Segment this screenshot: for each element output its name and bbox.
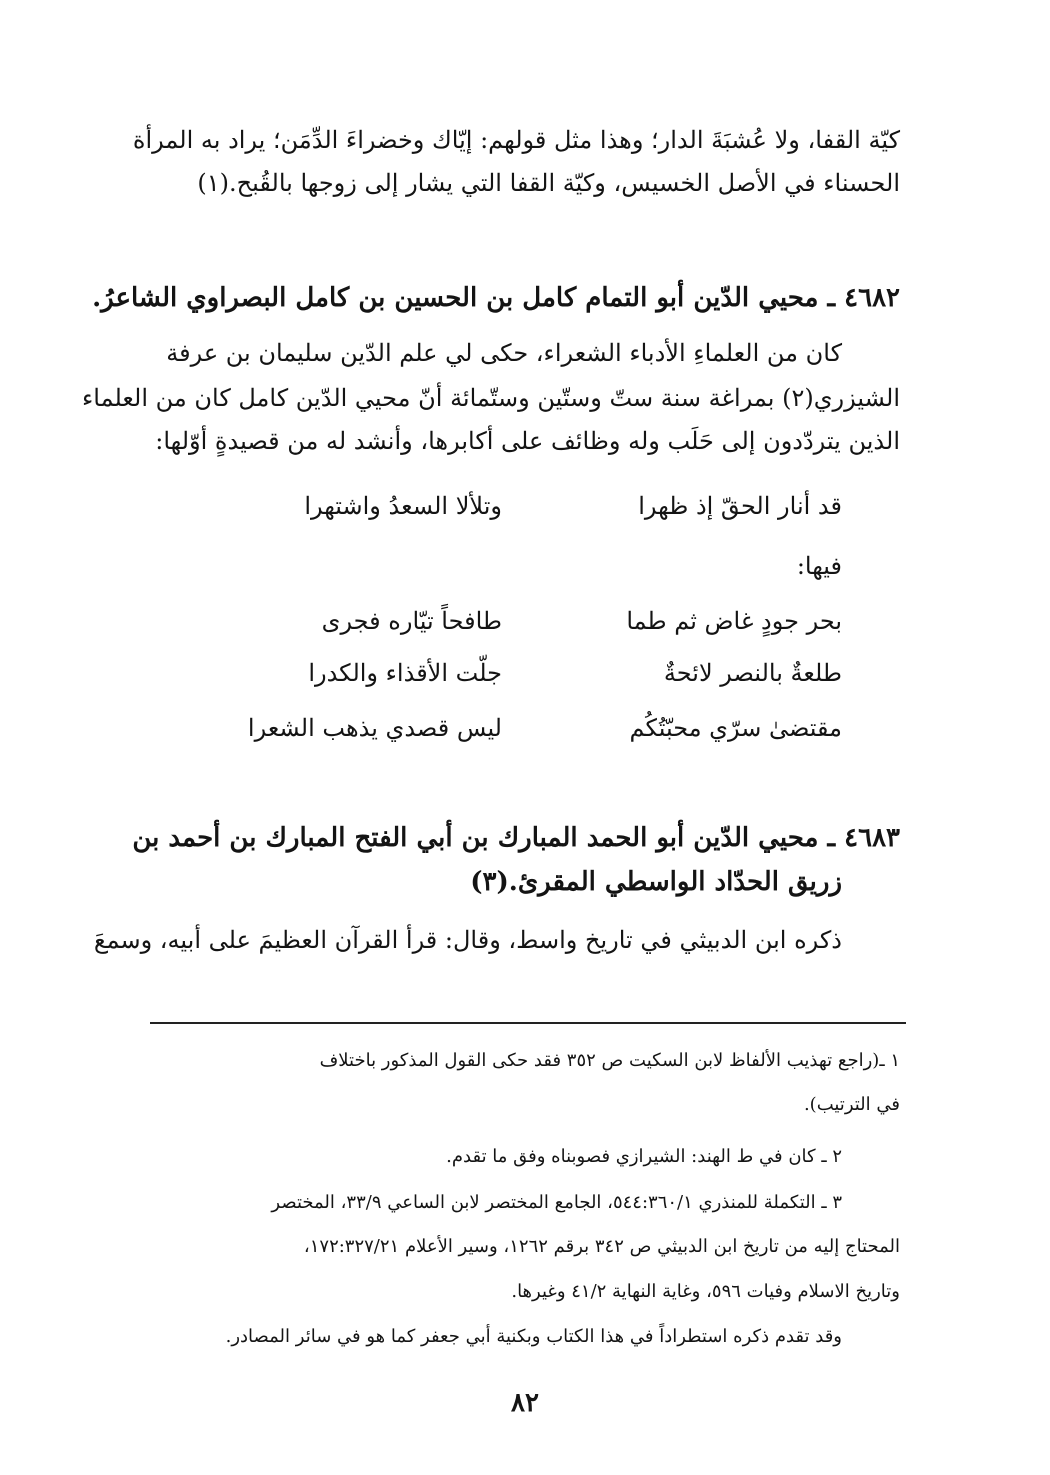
intro-line-2: الحسناء في الأصل الخسيس، وكيّة القفا التي يشار إلى زوجها بالقُبح.(١) — [197, 169, 900, 197]
page-number: ٨٢ — [511, 1388, 539, 1418]
footnote-3-line-2: المحتاج إليه من تاريخ ابن الدبيثي ص ٣٤٢ برقم ١٢٦٢، وسير الأعلام ١٧٢:٣٢٧/٢١، — [303, 1236, 900, 1257]
footnote-3-line-1: ٣ ـ التكملة للمنذري ٥٤٤:٣٦٠/١، الجامع المختصر لابن الساعي ٣٣/٩، المختصر — [271, 1192, 842, 1213]
footnote-3-line-4: وقد تقدم ذكره استطراداً في هذا الكتاب وبكنية أبي جعفر كما هو في سائر المصادر. — [225, 1326, 842, 1347]
verse-first-hemistich: قد أنار الحقّ إذ ظهرا — [638, 492, 842, 520]
entry-4682-line-2: الشيزري(٢) بمراغة سنة ستّ وستّين وستّمائة أنّ محيي الدّين كامل كان من العلماء — [82, 384, 900, 412]
footnote-divider — [150, 1022, 906, 1024]
entry-4683-heading-line-2: زريق الحدّاد الواسطي المقرئ.(٣) — [470, 867, 842, 897]
verse-second-hemistich: ليس قصدي يذهب الشعرا — [247, 714, 502, 742]
footnote-2: ٢ ـ كان في ط الهند: الشيرازي فصوبناه وفق ما تقدم. — [446, 1146, 842, 1167]
footnote-3-line-3: وتاريخ الاسلام وفيات ٥٩٦، وغاية النهاية ٤١/٢ وغيرها. — [511, 1281, 900, 1302]
verse-first-hemistich: مقتضىٰ سرّي محبّتُكُم — [629, 714, 842, 742]
entry-4682-line-3: الذين يتردّدون إلى حَلَب وله وظائف على أكابرها، وأنشد له من قصيدةٍ أوّلها: — [155, 427, 900, 455]
entry-4683-heading-line-1: ٤٦٨٣ ـ محيي الدّين أبو الحمد المبارك بن أبي الفتح المبارك بن أحمد بن — [132, 823, 900, 853]
entry-4682-line-1: كان من العلماءِ الأدباء الشعراء، حكى لي علم الدّين سليمان بن عرفة — [166, 339, 842, 367]
footnote-1-line-1: ١ ـ(راجع تهذيب الألفاظ لابن السكيت ص ٣٥٢ فقد حكى القول المذكور باختلاف — [319, 1050, 900, 1071]
verse-second-hemistich: جلّت الأقذاء والكدرا — [308, 659, 502, 687]
fiha-label: فيها: — [796, 552, 842, 580]
verse-second-hemistich: وتلألا السعدُ واشتهرا — [304, 492, 502, 520]
entry-4683-line-1: ذكره ابن الدبيثي في تاريخ واسط، وقال: قرأ القرآن العظيمَ على أبيه، وسمعَ — [93, 926, 842, 954]
verse-first-hemistich: طلعةٌ بالنصر لائحةٌ — [663, 659, 842, 687]
verse-first-hemistich: بحر جودٍ غاض ثم طما — [626, 607, 842, 635]
entry-4682-heading: ٤٦٨٢ ـ محيي الدّين أبو التمام كامل بن الحسين بن كامل البصراوي الشاعرُ. — [92, 283, 900, 313]
intro-line-1: كيّة القفا، ولا عُشبَةَ الدار؛ وهذا مثل قولهم: إيّاك وخضراءَ الدِّمَن؛ يراد به المرأة — [132, 126, 900, 154]
verse-second-hemistich: طافحاً تيّاره فجرى — [321, 607, 502, 635]
footnote-1-line-2: في الترتيب). — [803, 1094, 900, 1115]
